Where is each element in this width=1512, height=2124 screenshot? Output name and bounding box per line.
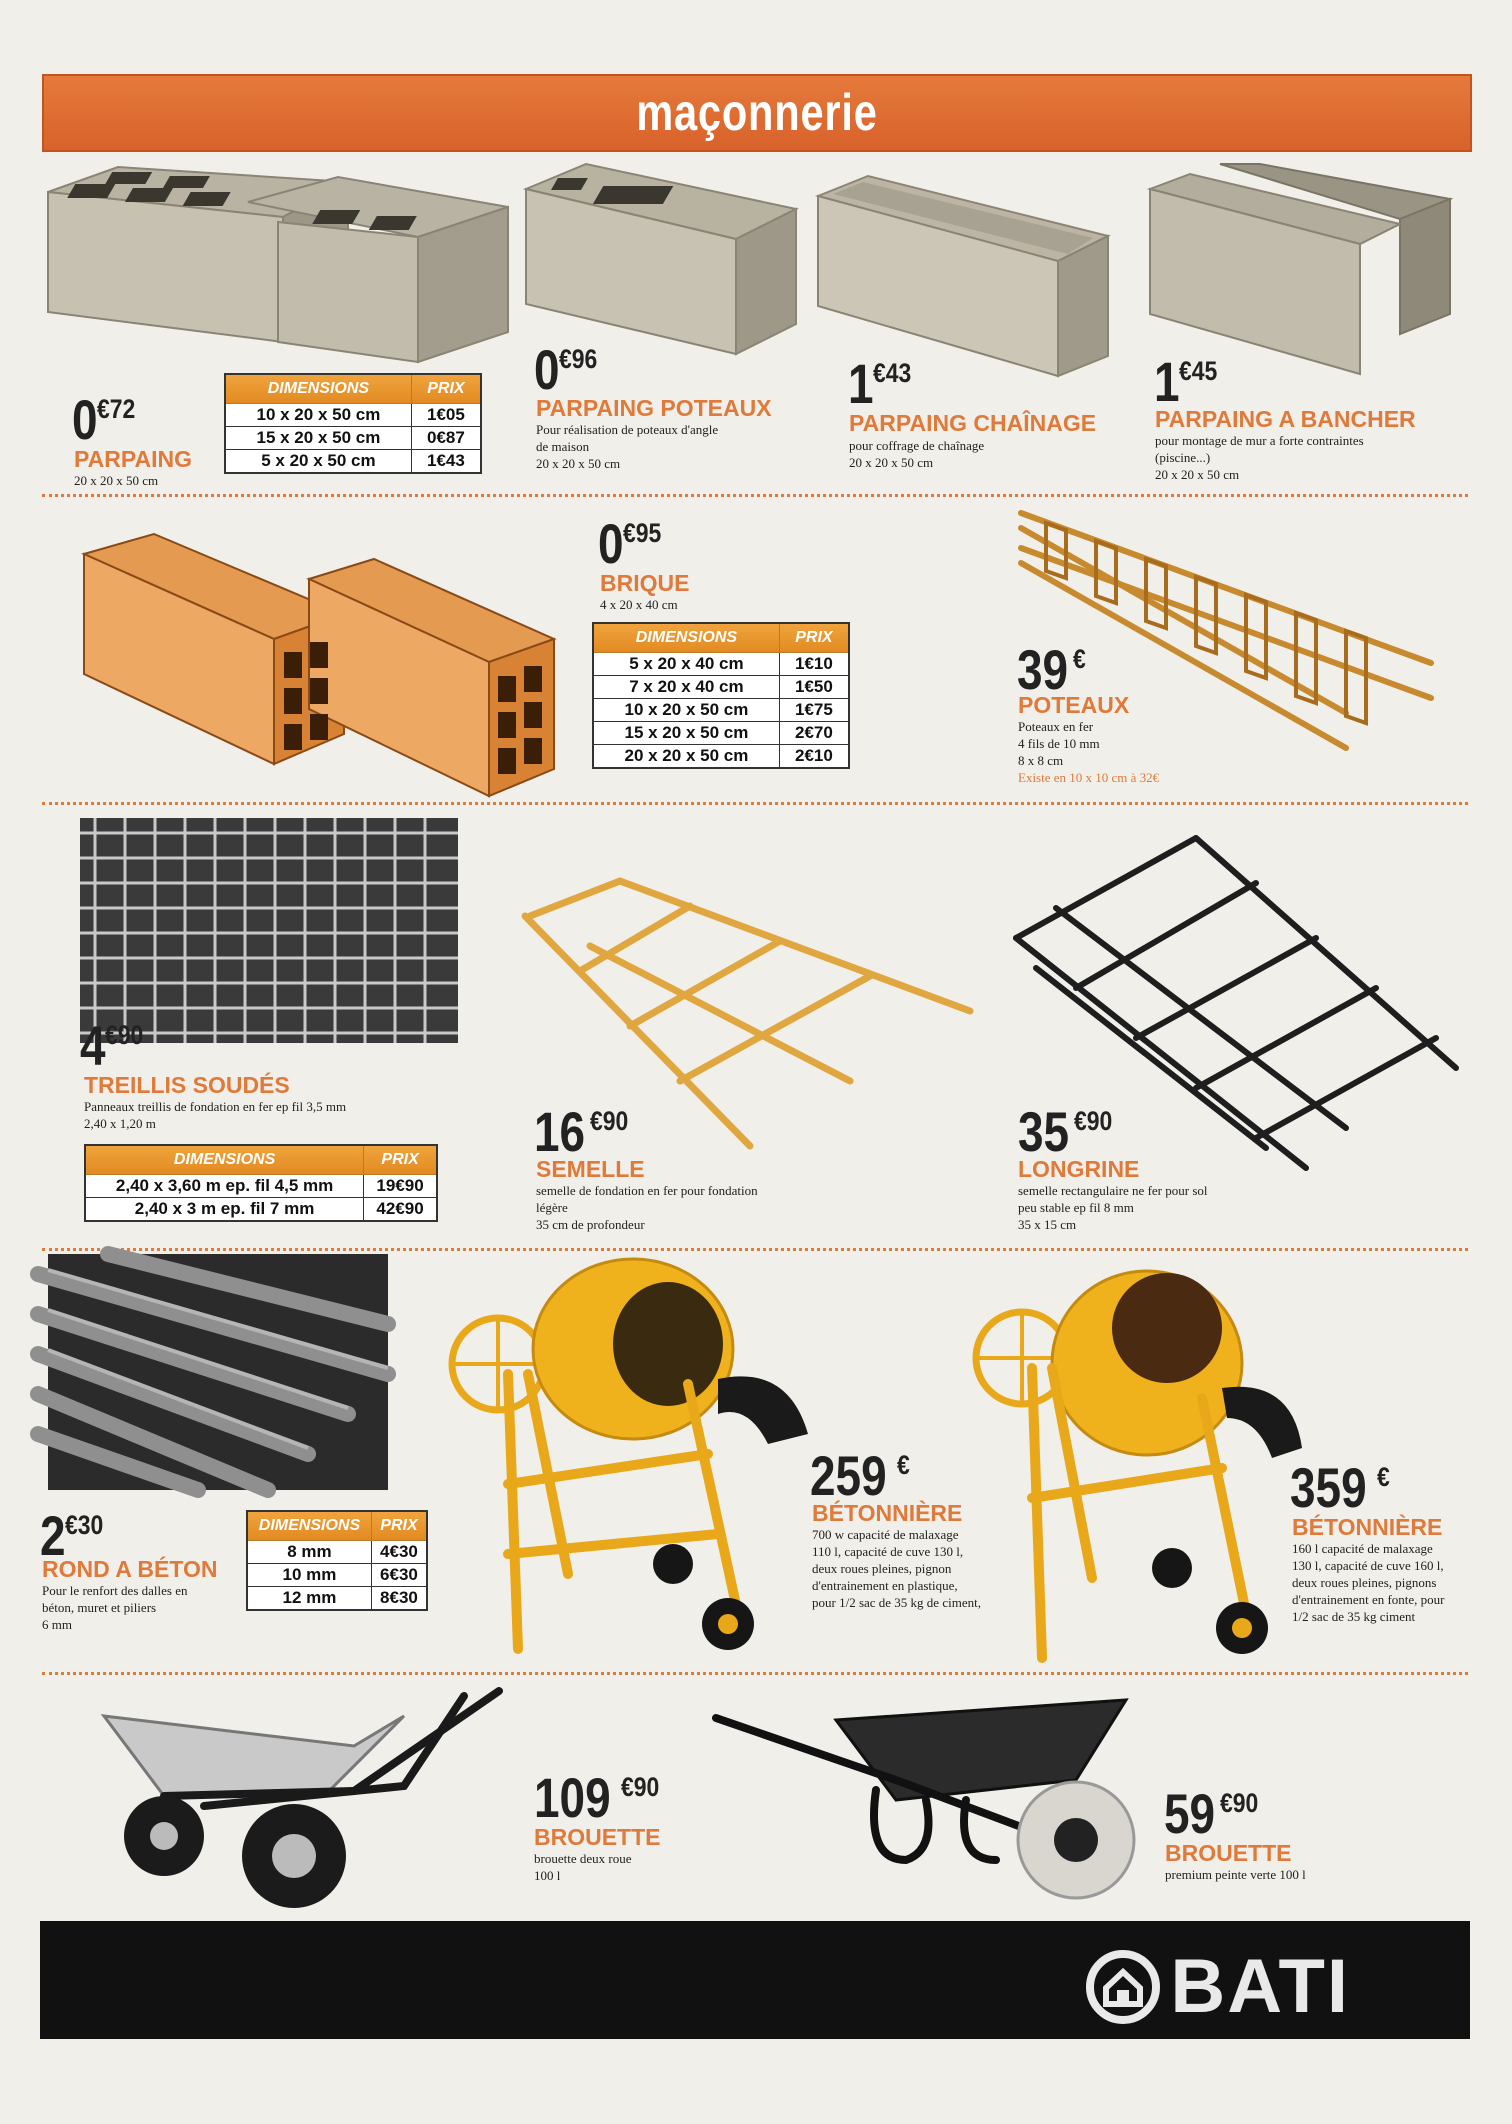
treillis-table xyxy=(84,1144,438,1222)
semelle-name: SEMELLE xyxy=(536,1156,645,1182)
price-cents: €96 xyxy=(559,344,598,374)
section-banner xyxy=(42,74,1472,152)
betonniere-1-desc xyxy=(812,1526,981,1611)
cell: 42€90 xyxy=(364,1198,437,1222)
price-main: 1 xyxy=(848,352,874,415)
price-main: 2 xyxy=(40,1504,66,1567)
desc-line: 35 x 15 cm xyxy=(1018,1217,1077,1232)
price-cents: €90 xyxy=(621,1772,660,1802)
desc-line: deux roues pleines, pignon xyxy=(812,1561,952,1576)
table-row xyxy=(593,653,849,676)
desc-line: d'entrainement en plastique, xyxy=(812,1578,958,1593)
brique-price xyxy=(598,512,668,575)
rond-beton-image xyxy=(48,1254,388,1490)
separator xyxy=(42,1248,1468,1251)
cell: 5 x 20 x 50 cm xyxy=(225,450,411,474)
price-main: 59 xyxy=(1164,1782,1216,1845)
desc-line: 110 l, capacité de cuve 130 l, xyxy=(812,1544,964,1559)
betonniere-2-name: BÉTONNIÈRE xyxy=(1292,1514,1443,1540)
poteaux-price xyxy=(1017,638,1088,701)
table-header: DIMENSIONS xyxy=(85,1145,364,1175)
price-cents: €90 xyxy=(1074,1106,1113,1136)
parpaing-bancher-image xyxy=(1150,164,1450,374)
separator xyxy=(42,1672,1468,1675)
table-header: PRIX xyxy=(779,623,849,653)
desc-line: 20 x 20 x 50 cm xyxy=(74,473,159,488)
price-cents: €30 xyxy=(65,1510,104,1540)
cell: 0€87 xyxy=(411,427,481,450)
chainage-desc xyxy=(849,437,984,471)
bancher-name: PARPAING A BANCHER xyxy=(1155,406,1416,432)
brouette-2-image xyxy=(716,1690,1136,1904)
poteaux-desc xyxy=(1018,718,1159,786)
brouette-1-image xyxy=(104,1686,504,1912)
cell: 1€75 xyxy=(779,699,849,722)
table-row xyxy=(85,1198,437,1222)
treillis-desc xyxy=(84,1098,346,1132)
desc-line: semelle de fondation en fer pour fondation xyxy=(536,1183,758,1198)
table-header: DIMENSIONS xyxy=(225,374,411,404)
table-row xyxy=(85,1175,437,1198)
desc-line: peu stable ep fil 8 mm xyxy=(1018,1200,1134,1215)
treillis-name: TREILLIS SOUDÉS xyxy=(84,1072,290,1098)
chainage-name: PARPAING CHAÎNAGE xyxy=(849,410,1097,436)
brique-table xyxy=(592,622,850,769)
table-row xyxy=(247,1564,427,1587)
brouette-1-desc xyxy=(534,1850,631,1884)
brouette-1-name: BROUETTE xyxy=(534,1824,661,1850)
cell: 2,40 x 3,60 m ep. fil 4,5 mm xyxy=(85,1175,364,1198)
table-row xyxy=(593,722,849,745)
bancher-desc xyxy=(1155,432,1364,483)
price-cents: € xyxy=(1073,644,1087,674)
logo-text: BATI xyxy=(1170,1944,1350,2029)
betonniere-2-desc xyxy=(1292,1540,1445,1625)
desc-line: 700 w capacité de malaxage xyxy=(812,1527,959,1542)
desc-line: 4 x 20 x 40 cm xyxy=(600,597,678,612)
desc-line: 20 x 20 x 50 cm xyxy=(536,456,621,471)
price-cents: €45 xyxy=(1179,356,1218,386)
price-main: 39 xyxy=(1017,638,1069,701)
longrine-name: LONGRINE xyxy=(1018,1156,1140,1182)
longrine-desc xyxy=(1018,1182,1208,1233)
betonniere-2-image xyxy=(972,1258,1308,1664)
brique-name: BRIQUE xyxy=(600,570,690,596)
price-cents: € xyxy=(1377,1462,1391,1492)
table-row xyxy=(247,1587,427,1611)
poteaux-parpaing-price xyxy=(534,338,604,401)
cell: 10 x 20 x 50 cm xyxy=(593,699,779,722)
desc-line: Pour réalisation de poteaux d'angle xyxy=(536,422,719,437)
chainage-price xyxy=(848,352,918,415)
desc-line: 100 l xyxy=(534,1868,561,1883)
desc-line: semelle rectangulaire ne fer pour sol xyxy=(1018,1183,1208,1198)
betonniere-1-image xyxy=(448,1254,818,1658)
cell: 1€43 xyxy=(411,450,481,474)
desc-line: brouette deux roue xyxy=(534,1851,632,1866)
price-cents: € xyxy=(897,1450,911,1480)
table-header: PRIX xyxy=(364,1145,437,1175)
desc-line: légère xyxy=(536,1200,568,1215)
desc-line: pour montage de mur a forte contraintes xyxy=(1155,433,1364,448)
desc-line: Pour le renfort des dalles en xyxy=(42,1583,188,1598)
price-cents: €72 xyxy=(97,394,136,424)
betonniere-2-price xyxy=(1290,1456,1392,1519)
price-main: 1 xyxy=(1154,350,1180,413)
desc-line: de maison xyxy=(536,439,590,454)
poteaux-name: POTEAUX xyxy=(1018,692,1130,718)
desc-line: (piscine...) xyxy=(1155,450,1211,465)
table-header: DIMENSIONS xyxy=(593,623,779,653)
brique-desc xyxy=(600,596,678,613)
price-main: 0 xyxy=(534,338,560,401)
cell: 20 x 20 x 50 cm xyxy=(593,745,779,769)
price-main: 259 xyxy=(810,1444,887,1507)
table-header: PRIX xyxy=(371,1511,427,1541)
separator xyxy=(42,802,1468,805)
poteaux-parpaing-desc xyxy=(536,421,718,472)
table-row xyxy=(247,1541,427,1564)
desc-line: premium peinte verte 100 l xyxy=(1165,1867,1306,1882)
bancher-price xyxy=(1154,350,1224,413)
price-main: 359 xyxy=(1290,1456,1367,1519)
cell: 1€10 xyxy=(779,653,849,676)
parpaing-image xyxy=(48,162,518,362)
price-cents: €90 xyxy=(1220,1788,1259,1818)
desc-line: 20 x 20 x 50 cm xyxy=(849,455,934,470)
table-row xyxy=(225,427,481,450)
rond-desc xyxy=(42,1582,187,1633)
parpaing-name: PARPAING xyxy=(74,446,192,472)
cell: 10 x 20 x 50 cm xyxy=(225,404,411,427)
brouette-2-name: BROUETTE xyxy=(1165,1840,1292,1866)
desc-line: 160 l capacité de malaxage xyxy=(1292,1541,1433,1556)
table-header: DIMENSIONS xyxy=(247,1511,371,1541)
cell: 12 mm xyxy=(247,1587,371,1611)
betonniere-1-price xyxy=(810,1444,912,1507)
cell: 2€70 xyxy=(779,722,849,745)
desc-line: pour coffrage de chaînage xyxy=(849,438,985,453)
parpaing-chainage-image xyxy=(818,176,1118,376)
table-row xyxy=(593,699,849,722)
separator xyxy=(42,494,1468,497)
cell: 1€05 xyxy=(411,404,481,427)
brique-image xyxy=(84,534,554,796)
price-cents: €90 xyxy=(590,1106,629,1136)
desc-line: 6 mm xyxy=(42,1617,72,1632)
table-row xyxy=(225,450,481,474)
desc-line: 130 l, capacité de cuve 160 l, xyxy=(1292,1558,1444,1573)
footer-bar xyxy=(40,1921,1470,2039)
treillis-image xyxy=(80,818,458,1043)
price-main: 4 xyxy=(80,1014,106,1077)
rond-table xyxy=(246,1510,428,1611)
cell: 8 mm xyxy=(247,1541,371,1564)
longrine-price xyxy=(1018,1100,1119,1163)
bati-logo xyxy=(1084,1943,1350,2030)
desc-line: 20 x 20 x 50 cm xyxy=(1155,467,1240,482)
cell: 15 x 20 x 50 cm xyxy=(225,427,411,450)
price-main: 0 xyxy=(72,388,98,451)
table-header: PRIX xyxy=(411,374,481,404)
table-row xyxy=(593,676,849,699)
desc-line: d'entrainement en fonte, pour xyxy=(1292,1592,1445,1607)
table-row xyxy=(225,404,481,427)
price-main: 0 xyxy=(598,512,624,575)
desc-line: pour 1/2 sac de 35 kg de ciment, xyxy=(812,1595,981,1610)
parpaing-desc xyxy=(74,472,158,489)
cell: 15 x 20 x 50 cm xyxy=(593,722,779,745)
cell: 10 mm xyxy=(247,1564,371,1587)
cell: 4€30 xyxy=(371,1541,427,1564)
semelle-desc xyxy=(536,1182,758,1233)
desc-line: 8 x 8 cm xyxy=(1018,753,1064,768)
desc-line: 2,40 x 1,20 m xyxy=(84,1116,156,1131)
cell: 2€10 xyxy=(779,745,849,769)
price-cents: €95 xyxy=(623,518,662,548)
rond-name: ROND A BÉTON xyxy=(42,1556,218,1582)
desc-line: 4 fils de 10 mm xyxy=(1018,736,1100,751)
desc-line: deux roues pleines, pignons xyxy=(1292,1575,1437,1590)
parpaing-price xyxy=(72,388,142,451)
cell: 6€30 xyxy=(371,1564,427,1587)
table-row xyxy=(593,745,849,769)
brouette-1-price xyxy=(534,1766,667,1829)
desc-line: 1/2 sac de 35 kg ciment xyxy=(1292,1609,1416,1624)
parpaing-poteaux-image xyxy=(526,164,796,354)
desc-line: Poteaux en fer xyxy=(1018,719,1094,734)
cell: 5 x 20 x 40 cm xyxy=(593,653,779,676)
treillis-price xyxy=(80,1014,150,1077)
price-main: 16 xyxy=(534,1100,586,1163)
betonniere-1-name: BÉTONNIÈRE xyxy=(812,1500,963,1526)
section-title: maçonnerie xyxy=(636,84,878,142)
price-main: 109 xyxy=(534,1766,611,1829)
poteaux-parpaing-name: PARPAING POTEAUX xyxy=(536,395,772,421)
desc-line: béton, muret et piliers xyxy=(42,1600,157,1615)
brouette-2-price xyxy=(1164,1782,1265,1845)
cell: 19€90 xyxy=(364,1175,437,1198)
cell: 8€30 xyxy=(371,1587,427,1611)
house-icon xyxy=(1084,1948,1162,2026)
parpaing-table xyxy=(224,373,482,474)
price-cents: €90 xyxy=(105,1020,144,1050)
cell: 7 x 20 x 40 cm xyxy=(593,676,779,699)
semelle-price xyxy=(534,1100,635,1163)
price-main: 35 xyxy=(1018,1100,1070,1163)
cell: 1€50 xyxy=(779,676,849,699)
price-cents: €43 xyxy=(873,358,912,388)
desc-line: 35 cm de profondeur xyxy=(536,1217,645,1232)
desc-line: Panneaux treillis de fondation en fer ep fil 3,5 mm xyxy=(84,1099,347,1114)
brouette-2-desc xyxy=(1165,1866,1306,1883)
desc-note: Existe en 10 x 10 cm à 32€ xyxy=(1018,770,1160,785)
cell: 2,40 x 3 m ep. fil 7 mm xyxy=(85,1198,364,1222)
